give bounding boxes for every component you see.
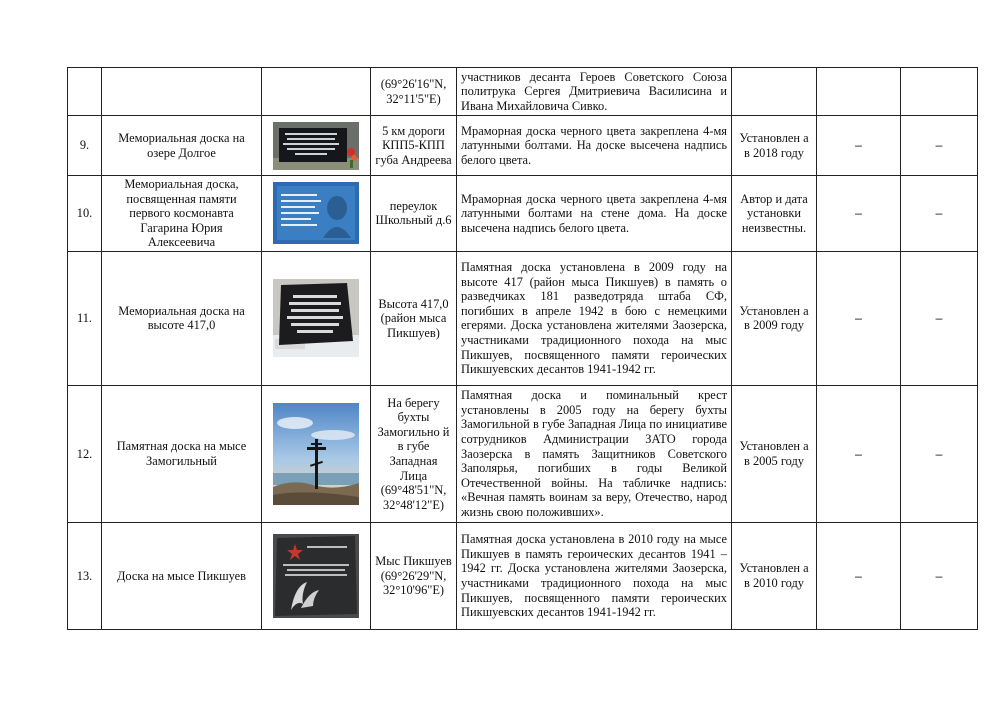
- row-number: [68, 68, 102, 116]
- row-number: 13.: [68, 522, 102, 629]
- column-8-value: [901, 116, 978, 176]
- column-7-value: [817, 251, 901, 385]
- column-7-value: [817, 68, 901, 116]
- table-row: [68, 176, 978, 252]
- dash-value: –: [935, 446, 943, 461]
- installation-info: Установлен а в 2018 году: [732, 116, 817, 176]
- installation-info: Установлен а в 2010 году: [732, 522, 817, 629]
- dash-value: –: [855, 206, 862, 221]
- table-row: [68, 385, 978, 522]
- monument-description: Памятная доска и поминальный крест установлены в 2005 году на берегу бухты Замогильной в губе Западная Лица по инициативе сотрудников Администрации ЗАТО города Заозерска в память Защитников Советского Заполярья, погибших в годы Великой Отечественной войны. На табличке надпись: «Вечная память воинам за веру, Отечество, народ жизнь свою положивших».: [457, 385, 732, 522]
- dash-value: –: [935, 138, 943, 153]
- monument-name: [102, 68, 262, 116]
- dash-value: –: [855, 446, 862, 461]
- table-row: [68, 116, 978, 176]
- monument-location: 5 км дороги КПП5-КПП губа Андреева: [371, 116, 457, 176]
- column-8-value: [901, 522, 978, 629]
- installation-info: Установлен а в 2005 году: [732, 385, 817, 522]
- monument-location: (69°26'16"N, 32°11'5"E): [371, 68, 457, 116]
- table-row: [68, 251, 978, 385]
- table-row: [68, 522, 978, 629]
- monument-name: Доска на мысе Пикшуев: [102, 522, 262, 629]
- monument-location: переулок Школьный д.6: [371, 176, 457, 252]
- monument-description: Мраморная доска черного цвета закреплена 4-мя латунными болтами на стене дома. На доске высечена надпись белого цвета.: [457, 176, 732, 252]
- photo-cell: [262, 251, 371, 385]
- black-marble-plaque-photo: [273, 122, 359, 170]
- monument-description: участников десанта Героев Советского Союза политрука Сергея Дмитриевича Василисина и Ивана Михайловича Сивко.: [457, 68, 732, 116]
- column-8-value: [901, 385, 978, 522]
- monument-location: Высота 417,0 (район мыса Пикшуев): [371, 251, 457, 385]
- dash-value: –: [855, 568, 862, 583]
- row-number: 10.: [68, 176, 102, 252]
- memorial-cross-photo: [273, 403, 359, 505]
- row-number: 11.: [68, 251, 102, 385]
- gagarin-plaque-photo: [273, 182, 359, 244]
- monument-description: Мраморная доска черного цвета закреплена 4-мя латунными болтами. На доске высечена надпись белого цвета.: [457, 116, 732, 176]
- installation-info: [732, 68, 817, 116]
- monument-name: Памятная доска на мысе Замогильный: [102, 385, 262, 522]
- column-7-value: [817, 385, 901, 522]
- photo-cell: [262, 116, 371, 176]
- monument-name: Мемориальная доска на высоте 417,0: [102, 251, 262, 385]
- monument-location: На берегу бухты Замогильно й в губе Западная Лица (69°48'51"N, 32°48'12"E): [371, 385, 457, 522]
- row-number: 12.: [68, 385, 102, 522]
- installation-info: Автор и дата установки неизвестны.: [732, 176, 817, 252]
- photo-cell: [262, 68, 371, 116]
- photo-cell: [262, 176, 371, 252]
- monument-description: Памятная доска установлена в 2010 году на мысе Пикшуев в память героических десантов 1941 – 1942 гг. Доска установлена жителями Заозерска, участниками традиционного похода на мыс Пикшуев, посвященного памяти героических Пикшуевских десантов 1941-1942 гг.: [457, 522, 732, 629]
- photo-cell: [262, 385, 371, 522]
- monument-name: Мемориальная доска на озере Долгое: [102, 116, 262, 176]
- dash-value: –: [855, 311, 862, 326]
- height-417-plaque-photo: [273, 279, 359, 357]
- monument-name: Мемориальная доска, посвященная памяти первого космонавта Гагарина Юрия Алексеевича: [102, 176, 262, 252]
- dash-value: –: [935, 311, 943, 326]
- column-7-value: [817, 176, 901, 252]
- monument-location: Мыс Пикшуев (69°26'29"N, 32°10'96"E): [371, 522, 457, 629]
- column-7-value: [817, 522, 901, 629]
- row-number: 9.: [68, 116, 102, 176]
- dash-value: –: [855, 138, 862, 153]
- installation-info: Установлен а в 2009 году: [732, 251, 817, 385]
- monuments-table: [67, 67, 978, 630]
- column-7-value: [817, 116, 901, 176]
- photo-cell: [262, 522, 371, 629]
- table-row: [68, 68, 978, 116]
- dash-value: –: [935, 568, 943, 583]
- column-8-value: [901, 251, 978, 385]
- column-8-value: [901, 176, 978, 252]
- dash-value: –: [935, 206, 943, 221]
- column-8-value: [901, 68, 978, 116]
- monument-description: Памятная доска установлена в 2009 году на высоте 417 (район мыса Пикшуев) в память о разведчиках 181 разведотряда штаба СФ, погибших в апреле 1942 в бою с немецкими егерями. Доска установлена жителями Заозерска, участниками традиционного похода на мыс Пикшуев, посвященного памяти героических Пикшуевских десантов 1941-1942 гг.: [457, 251, 732, 385]
- pikshuev-plaque-photo: [273, 534, 359, 618]
